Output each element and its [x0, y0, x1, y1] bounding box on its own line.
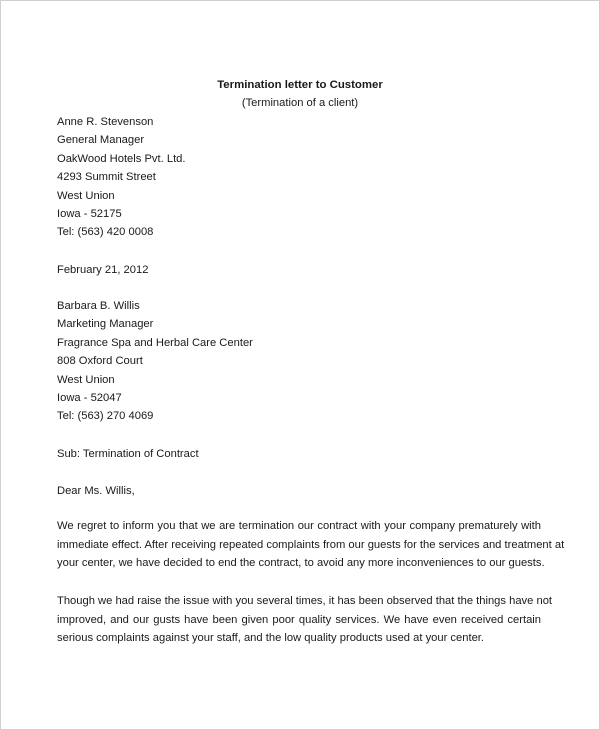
- sender-address: [57, 113, 541, 242]
- paragraph-line: Though we had raise the issue with you several times, it has been observed that the things have not: [57, 595, 553, 607]
- subject-line: Sub: Termination of Contract: [57, 448, 199, 460]
- recipient-address: [57, 297, 541, 426]
- sender-tel: Tel: (563) 420 0008: [57, 226, 154, 239]
- paragraph-line: serious complaints against your staff, and the low quality products used at your center.: [57, 632, 485, 644]
- paragraph-line: your center, we have decided to end the contract, to avoid any more inconveniences to our guests.: [57, 557, 545, 569]
- letter-subtitle: (Termination of a client): [241, 97, 359, 109]
- salutation: Dear Ms. Willis,: [57, 485, 135, 497]
- sender-position: General Manager: [57, 134, 145, 147]
- paragraph-line: improved, and our gusts have been given poor quality services. We have even received certain: [57, 613, 541, 626]
- sender-city: West Union: [57, 189, 115, 202]
- sender-company: OakWood Hotels Pvt. Ltd.: [57, 152, 186, 165]
- paragraph-2: [57, 592, 553, 648]
- recipient-city: West Union: [57, 373, 115, 386]
- sender-name: Anne R. Stevenson: [57, 116, 154, 128]
- recipient-street: 808 Oxford Court: [57, 355, 143, 368]
- recipient-position: Marketing Manager: [57, 318, 154, 331]
- recipient-company: Fragrance Spa and Herbal Care Center: [57, 336, 253, 349]
- letter-date: February 21, 2012: [57, 264, 149, 276]
- paragraph-line: We regret to inform you that we are termination our contract with your company prematurely with: [57, 520, 541, 532]
- letter-title: Termination letter to Customer: [217, 79, 383, 91]
- recipient-tel: Tel: (563) 270 4069: [57, 410, 154, 423]
- paragraph-line: immediate effect. After receiving repeated complaints from our guests for the services and treatment at: [57, 538, 565, 551]
- recipient-state-zip: Iowa - 52047: [57, 391, 122, 404]
- paragraph-1: [57, 517, 565, 573]
- recipient-name: Barbara B. Willis: [57, 300, 140, 312]
- sender-street: 4293 Summit Street: [57, 171, 156, 184]
- sender-state-zip: Iowa - 52175: [57, 207, 122, 220]
